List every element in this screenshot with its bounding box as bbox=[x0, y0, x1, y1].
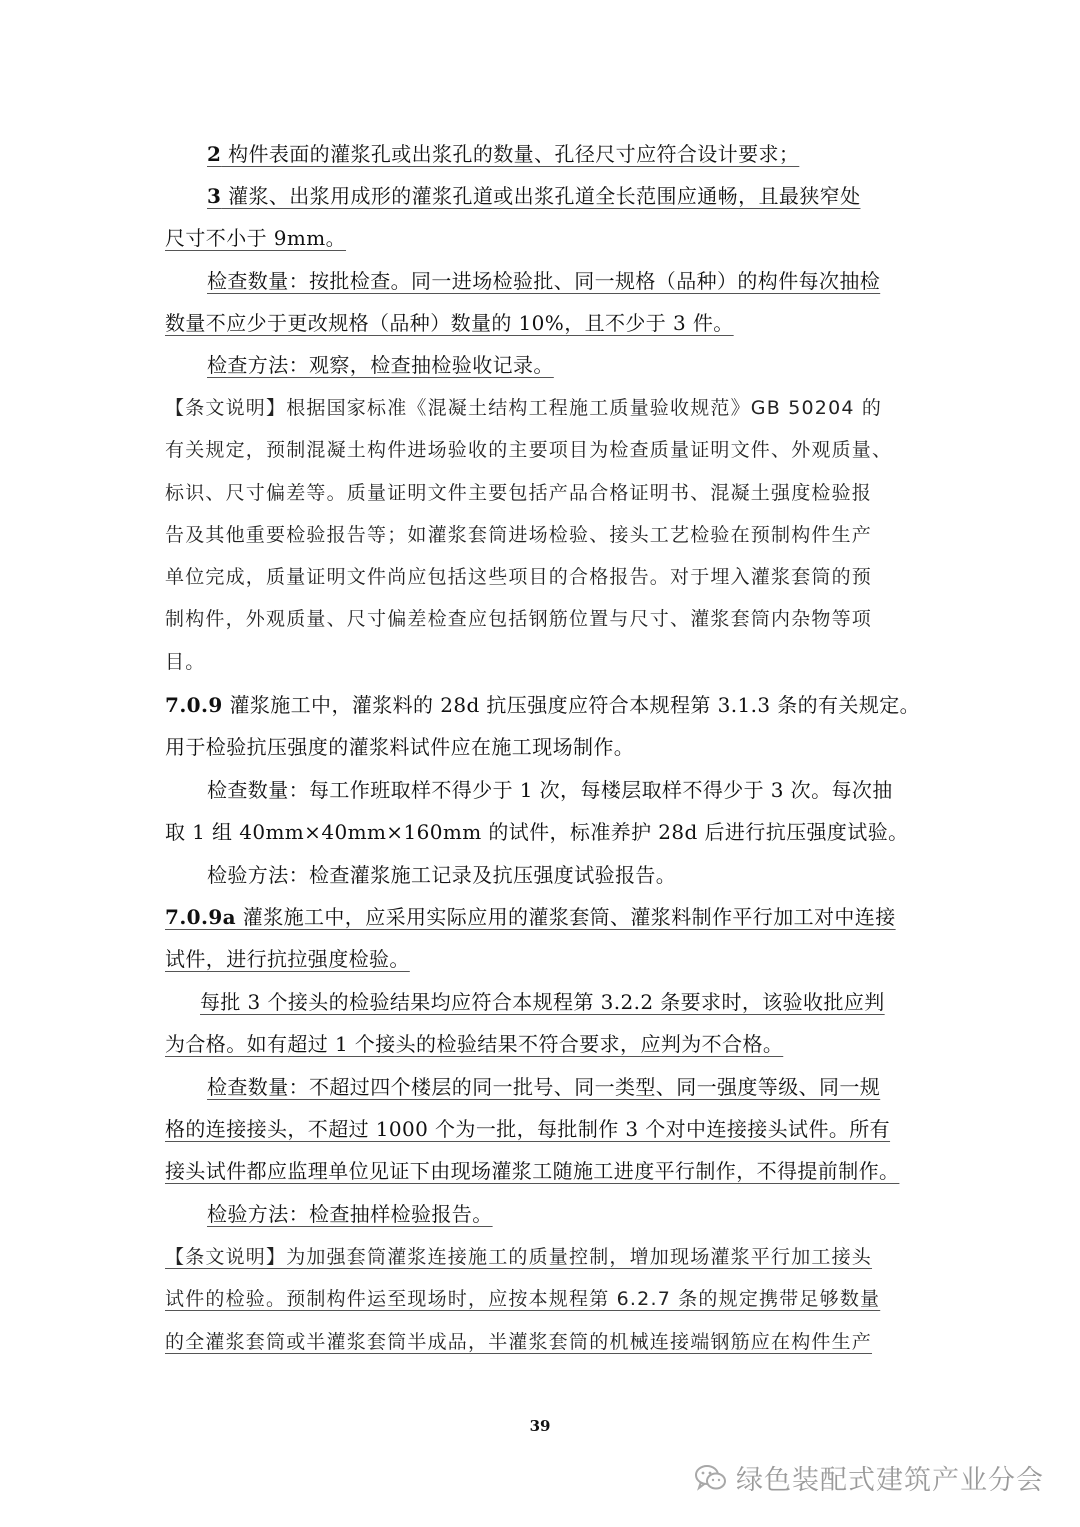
note-line-1: 【条文说明】根据国家标准《混凝土结构工程施工质量验收规范》GB 50204 的 bbox=[165, 397, 883, 419]
note2-line-3: 的全灌浆套筒或半灌浆套筒半成品，半灌浆套筒的机械连接端钢筋应在构件生产 bbox=[165, 1331, 873, 1353]
note-line-5: 单位完成，质量证明文件尚应包括这些项目的合格报告。对于埋入灌浆套筒的预 bbox=[165, 566, 873, 588]
line-2: 3 灌浆、出浆用成形的灌浆孔道或出浆孔道全长范围应通畅，且最狭窄处 bbox=[207, 184, 861, 208]
line-23: 检查数量：不超过四个楼层的同一批号、同一类型、同一强度等级、同一规 bbox=[207, 1075, 881, 1099]
note-line-7: 目。 bbox=[165, 651, 206, 673]
page-number: 39 bbox=[529, 1417, 551, 1435]
note-line-2: 有关规定，预制混凝土构件进场验收的主要项目为检查质量证明文件、外观质量、 bbox=[165, 439, 893, 461]
note-line-3: 标识、尺寸偏差等。质量证明文件主要包括产品合格证明书、混凝土强度检验报 bbox=[165, 482, 873, 504]
line-25: 接头试件都应监理单位见证下由现场灌浆工随施工进度平行制作，不得提前制作。 bbox=[165, 1159, 900, 1183]
line-4: 检查数量：按批检查。同一进场检验批、同一规格（品种）的构件每次抽检 bbox=[207, 269, 881, 293]
watermark bbox=[694, 1458, 1044, 1497]
line-15: 用于检验抗压强度的灌浆料试件应在施工现场制作。 bbox=[165, 735, 635, 759]
line-18: 检验方法：检查灌浆施工记录及抗压强度试验报告。 bbox=[207, 863, 677, 887]
line-6: 检查方法：观察，检查抽检验收记录。 bbox=[207, 353, 554, 377]
line-21: 每批 3 个接头的检验结果均应符合本规程第 3.2.2 条要求时，该验收批应判 bbox=[200, 990, 885, 1014]
line-7-0-9: 7.0.9 灌浆施工中，灌浆料的 28d 抗压强度应符合本规程第 3.1.3 条的有关规定。 bbox=[165, 693, 921, 717]
note2-line-2: 试件的检验。预制构件运至现场时，应按本规程第 6.2.7 条的规定携带足够数量 bbox=[165, 1288, 881, 1310]
line-7-0-9a: 7.0.9a 灌浆施工中，应采用实际应用的灌浆套筒、灌浆料制作平行加工对中连接 bbox=[165, 905, 896, 929]
line-3: 尺寸不小于 9mm。 bbox=[165, 226, 347, 250]
line-24: 格的连接接头，不超过 1000 个为一批，每批制作 3 个对中连接接头试件。所有 bbox=[165, 1117, 891, 1141]
wechat-icon bbox=[694, 1463, 728, 1493]
line-20: 试件，进行抗拉强度检验。 bbox=[165, 947, 410, 971]
note-line-6: 制构件，外观质量、尺寸偏差检查应包括钢筋位置与尺寸、灌浆套筒内杂物等项 bbox=[165, 608, 873, 630]
line-5: 数量不应少于更改规格（品种）数量的 10%，且不少于 3 件。 bbox=[165, 311, 734, 335]
line-17: 取 1 组 40mm×40mm×160mm 的试件，标准养护 28d 后进行抗压强度试验。 bbox=[165, 820, 909, 844]
line-1: 2 构件表面的灌浆孔或出浆孔的数量、孔径尺寸应符合设计要求； bbox=[207, 142, 800, 166]
line-16: 检查数量：每工作班取样不得少于 1 次，每楼层取样不得少于 3 次。每次抽 bbox=[207, 778, 893, 802]
line-26: 检验方法：检查抽样检验报告。 bbox=[207, 1202, 493, 1226]
note-line-4: 告及其他重要检验报告等；如灌浆套筒进场检验、接头工艺检验在预制构件生产 bbox=[165, 524, 873, 546]
note2-line-1: 【条文说明】为加强套筒灌浆连接施工的质量控制，增加现场灌浆平行加工接头 bbox=[165, 1246, 873, 1268]
watermark-text: 绿色装配式建筑产业分会 bbox=[736, 1465, 1044, 1496]
line-22: 为合格。如有超过 1 个接头的检验结果不符合要求，应判为不合格。 bbox=[165, 1032, 784, 1056]
